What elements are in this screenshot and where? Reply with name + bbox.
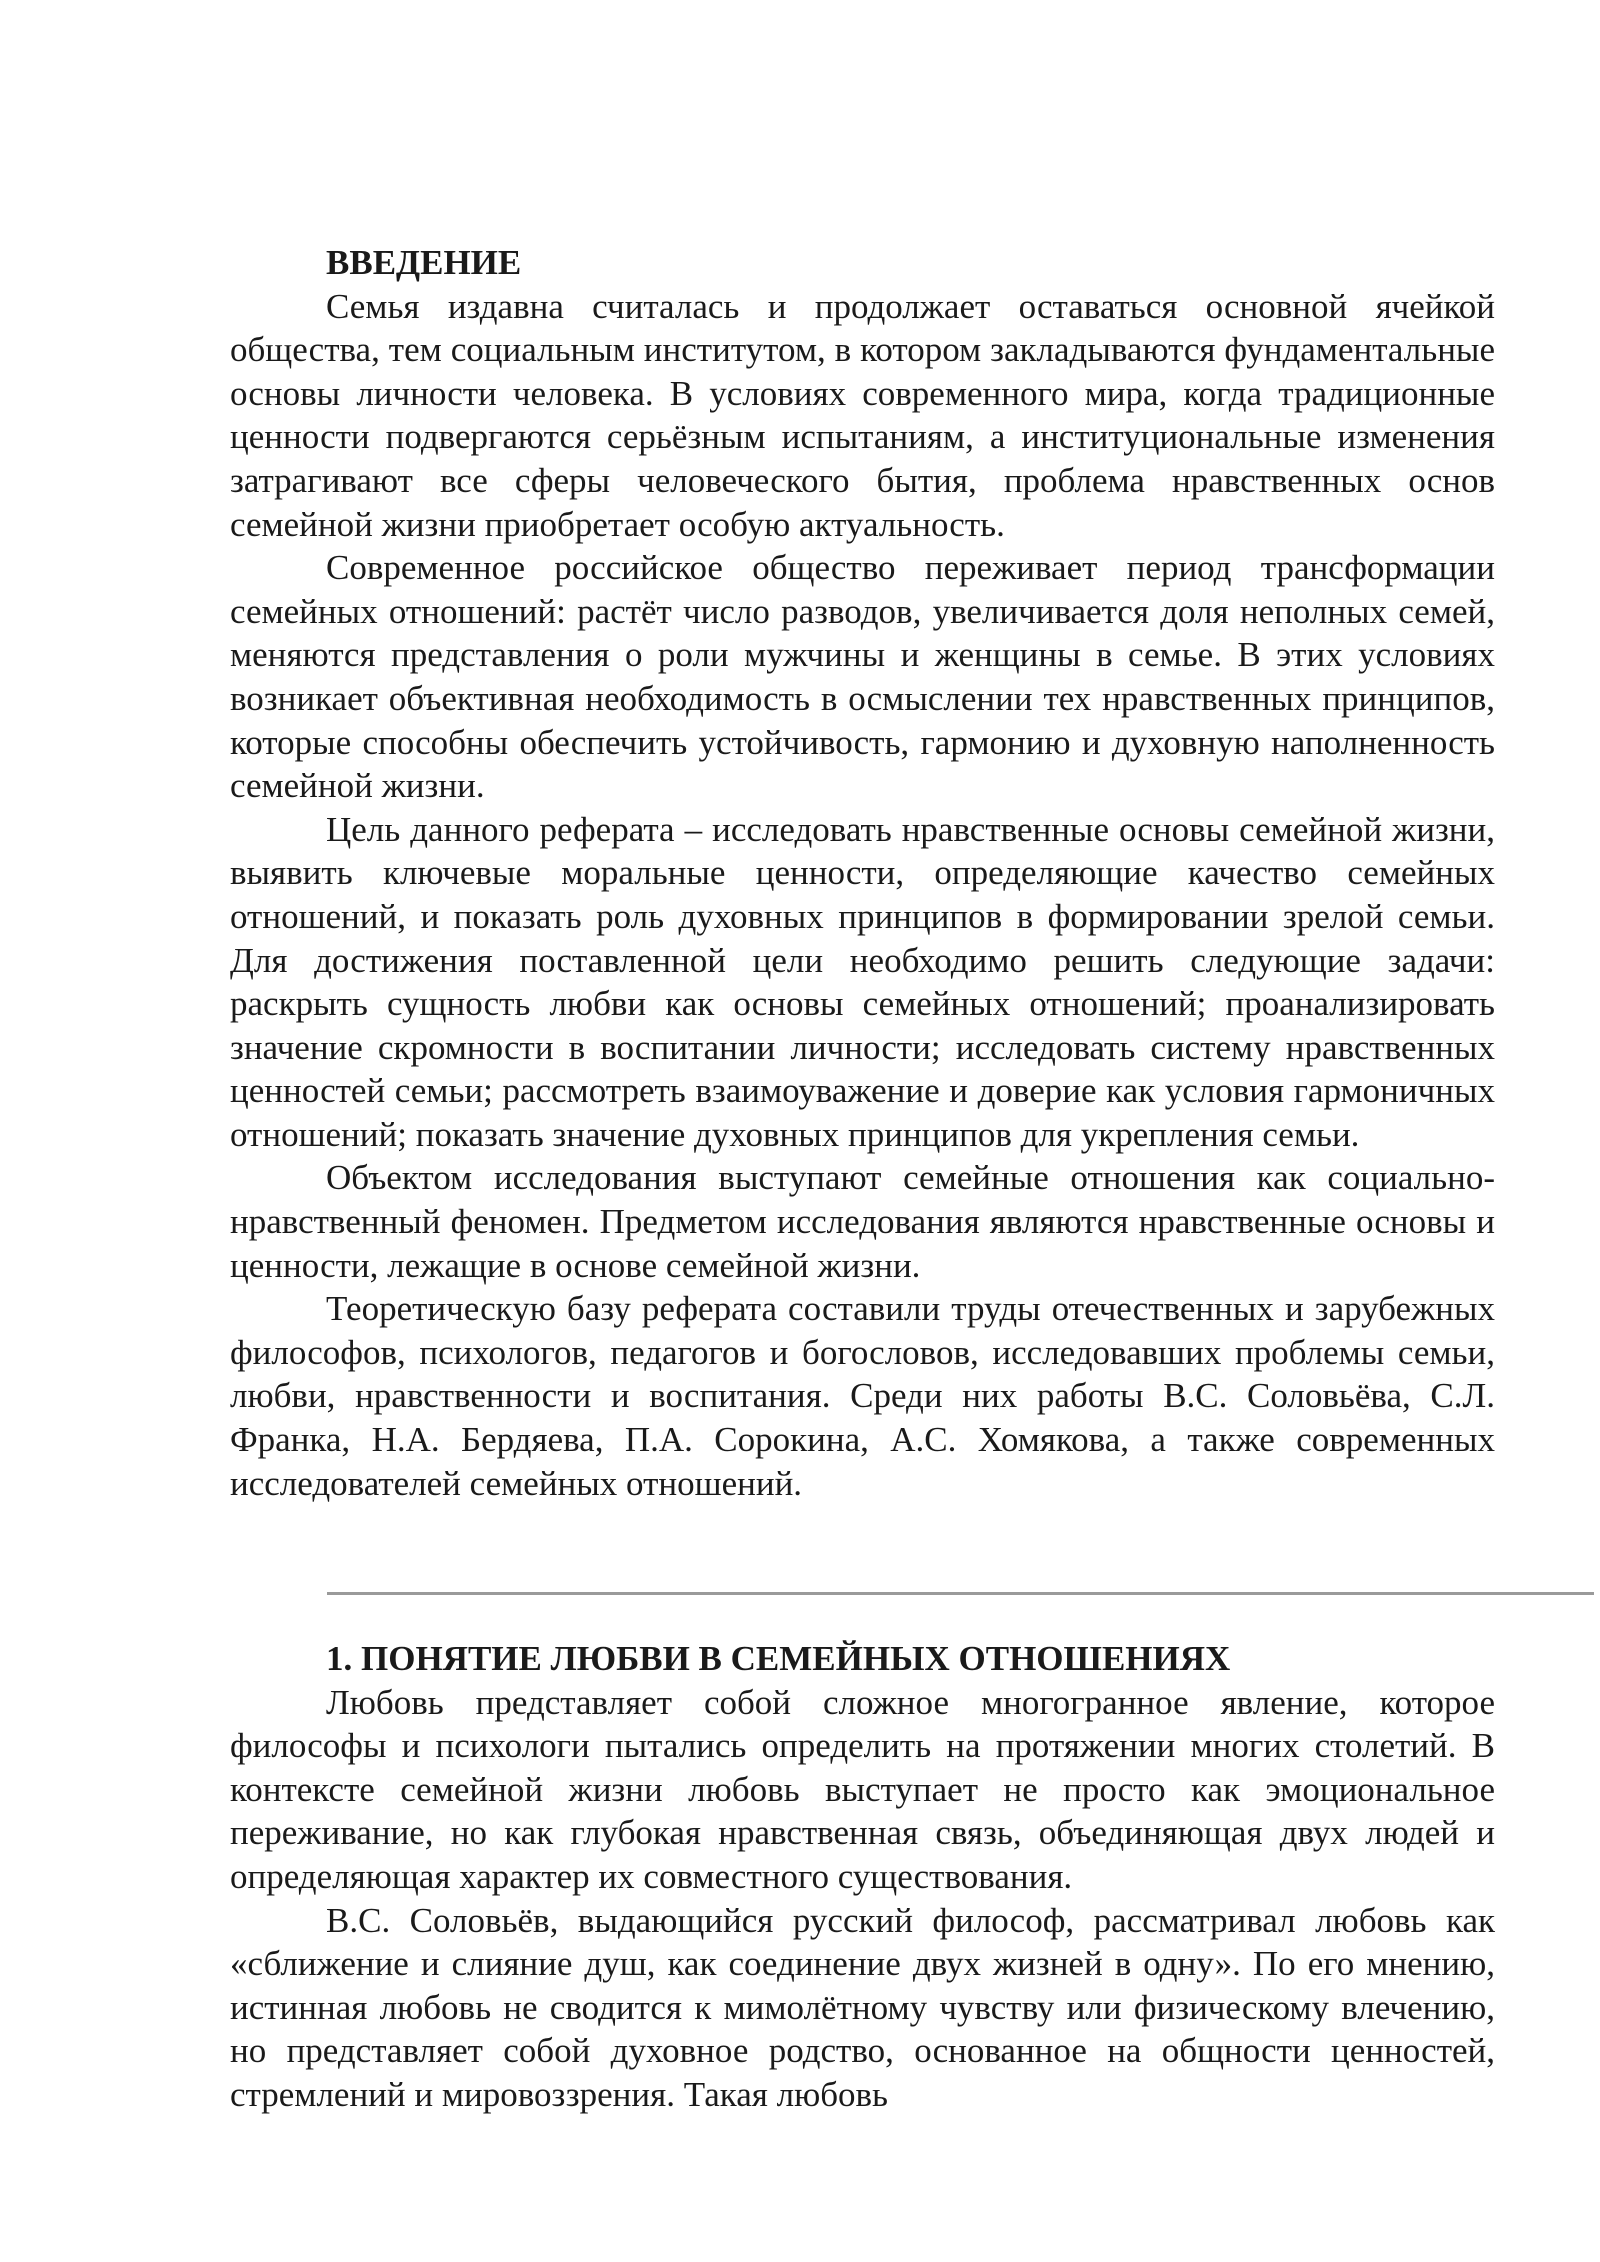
section-1-paragraph-1: Любовь представляет собой сложное многогранное явление, которое философы и психологи пытались определить на протяжении многих столетий. В контексте семейной жизни любовь выступает не просто как эмоциональное переживание, но как глубокая нравственная связь, объединяющая двух людей и определяющая характер их совместного существования. bbox=[230, 1682, 1495, 1896]
intro-paragraph-5: Теоретическую базу реферата составили труды отечественных и зарубежных философов, психологов, педагогов и богословов, исследовавших проблемы семьи, любви, нравственности и воспитания. Среди них работы В.С. Соловьёва, С.Л. Франка, Н.А. Бердяева, П.А. Сорокина, А.С. Хомякова, а также современных исследователей семейных отношений. bbox=[230, 1289, 1495, 1503]
introduction-heading: ВВЕДЕНИЕ bbox=[326, 243, 522, 282]
section-1-heading: 1. ПОНЯТИЕ ЛЮБВИ В СЕМЕЙНЫХ ОТНОШЕНИЯХ bbox=[326, 1639, 1231, 1678]
intro-paragraph-2: Современное российское общество переживает период трансформации семейных отношений: растёт число разводов, увеличивается доля неполных семей, меняются представления о роли мужчины и женщины в семье. В этих условиях возникает объективная необходимость в осмыслении тех нравственных принципов, которые способны обеспечить устойчивость, гармонию и духовную наполненность семейной жизни. bbox=[230, 548, 1495, 806]
introduction-section bbox=[230, 241, 1495, 1505]
intro-paragraph-1: Семья издавна считалась и продолжает оставаться основной ячейкой общества, тем социальным институтом, в котором закладываются фундаментальные основы личности человека. В условиях современного мира, когда традиционные ценности подвергаются серьёзным испытаниям, а институциональные изменения затрагивают все сферы человеческого бытия, проблема нравственных основ семейной жизни приобретает особую актуальность. bbox=[230, 286, 1495, 544]
intro-paragraph-4: Объектом исследования выступают семейные отношения как социально-нравственный феномен. Предметом исследования являются нравственные основы и ценности, лежащие в основе семейной жизни. bbox=[230, 1158, 1495, 1285]
section-1-paragraph-2: В.С. Соловьёв, выдающийся русский философ, рассматривал любовь как «сближение и слияние душ, как соединение двух жизней в одну». По его мнению, истинная любовь не сводится к мимолётному чувству или физическому влечению, но представляет собой духовное родство, основанное на общности ценностей, стремлений и мировоззрения. Такая любовь bbox=[230, 1900, 1495, 2114]
section-1 bbox=[230, 1637, 1495, 2117]
section-divider bbox=[327, 1592, 1594, 1595]
intro-paragraph-3: Цель данного реферата – исследовать нравственные основы семейной жизни, выявить ключевые моральные ценности, определяющие качество семейных отношений, и показать роль духовных принципов в формировании зрелой семьи. Для достижения поставленной цели необходимо решить следующие задачи: раскрыть сущность любви как основы семейных отношений; проанализировать значение скромности в воспитании личности; исследовать систему нравственных ценностей семьи; рассмотреть взаимоуважение и доверие как условия гармоничных отношений; показать значение духовных принципов для укрепления семьи. bbox=[230, 809, 1495, 1154]
